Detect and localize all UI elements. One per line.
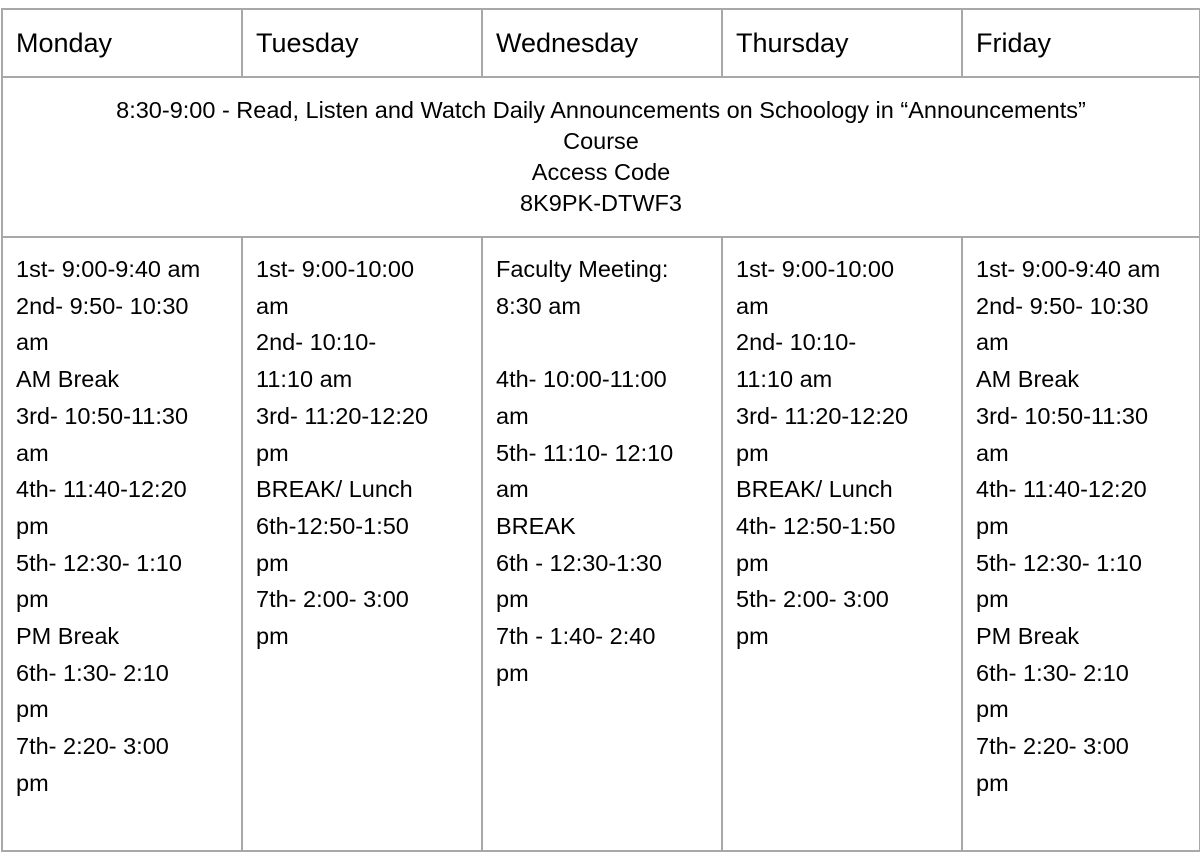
period-entry: am [976,329,1009,356]
period-entry: pm [976,769,1009,796]
announcement-text [3,78,1199,219]
access-code-value: 8K9PK-DTWF3 [520,190,682,216]
header-cell-tuesday [242,9,482,77]
periods-cell-tuesday [242,237,482,851]
day-name-thursday: Thursday [736,27,849,58]
header-cell-thursday [722,9,962,77]
period-entry: 2nd- 9:50- 10:30 [16,292,189,319]
periods-cell-thursday [722,237,962,851]
period-entry: 3rd- 11:20-12:20 [256,402,429,429]
header-cell-friday [962,9,1200,77]
period-entry: pm [736,549,769,576]
announcement-row [2,77,1200,237]
period-list-friday [963,238,1199,802]
period-entry: pm [976,512,1009,539]
period-entry: pm [16,586,49,613]
period-entry: am [16,439,49,466]
period-entry: pm [16,769,49,796]
day-name-friday: Friday [976,27,1052,58]
period-entry: BREAK/ Lunch [736,476,893,503]
day-header-row [2,9,1200,77]
period-entry: 7th - 1:40- 2:40 [496,623,656,650]
period-entry: 3rd- 10:50-11:30 [16,402,189,429]
period-entry: 5th- 12:30- 1:10 [16,549,182,576]
period-entry: 1st- 9:00-9:40 am [976,256,1161,282]
period-entry: Faculty Meeting: [496,256,669,282]
period-list-tuesday [243,238,481,655]
access-code-label: Access Code [531,159,671,185]
period-entry: 2nd- 9:50- 10:30 [976,292,1149,319]
header-cell-monday [2,9,242,77]
period-entry: PM Break [16,623,120,650]
period-entry: AM Break [16,366,120,393]
period-entry: 4th- 12:50-1:50 [736,512,896,539]
period-entry: PM Break [976,623,1080,650]
period-entry: pm [16,696,49,723]
periods-cell-friday [962,237,1200,851]
period-list-thursday [723,238,961,655]
period-entry: pm [736,439,769,466]
period-entry: pm [256,623,289,650]
period-entry: 5th- 2:00- 3:00 [736,586,889,613]
periods-row [2,237,1200,851]
period-entry: am [256,292,289,319]
period-entry: 6th- 1:30- 2:10 [16,659,169,686]
period-entry: 3rd- 11:20-12:20 [736,402,909,429]
period-entry: BREAK/ Lunch [256,476,413,503]
header-cell-wednesday [482,9,722,77]
day-name-tuesday: Tuesday [256,27,359,58]
period-entry: 2nd- 10:10- [736,329,857,356]
period-entry: am [16,329,49,356]
period-entry: pm [976,586,1009,613]
periods-cell-wednesday [482,237,722,851]
periods-cell-monday [2,237,242,851]
period-entry: am [976,439,1009,466]
period-entry: 1st- 9:00-9:40 am [16,256,201,282]
period-entry: 7th- 2:20- 3:00 [16,733,169,760]
period-entry: 2nd- 10:10- [256,329,377,356]
period-entry: 7th- 2:20- 3:00 [976,733,1129,760]
period-entry: 1st- 9:00-10:00 [736,256,895,282]
period-entry: am [496,402,529,429]
period-entry: 3rd- 10:50-11:30 [976,402,1149,429]
period-entry: am [736,292,769,319]
period-entry: pm [256,439,289,466]
blank-line [496,324,713,361]
period-entry: 6th- 1:30- 2:10 [976,659,1129,686]
period-entry: am [496,476,529,503]
period-entry: 11:10 am [736,366,833,393]
period-entry: 4th- 10:00-11:00 [496,366,667,393]
period-entry: 8:30 am [496,292,581,319]
period-entry: pm [16,512,49,539]
announcement-cell [2,77,1200,237]
period-entry: pm [496,586,529,613]
period-entry: AM Break [976,366,1080,393]
period-entry: 5th- 11:10- 12:10 [496,439,674,466]
period-entry: 4th- 11:40-12:20 [16,476,187,503]
period-entry: 11:10 am [256,366,353,393]
period-entry: pm [976,696,1009,723]
period-list-wednesday [483,238,721,691]
period-entry: pm [736,623,769,650]
period-entry: BREAK [496,512,576,539]
day-name-monday: Monday [16,27,113,58]
period-entry: 4th- 11:40-12:20 [976,476,1147,503]
period-entry: pm [256,549,289,576]
weekly-schedule-table [1,8,1200,852]
period-list-monday [3,238,241,802]
period-entry: 1st- 9:00-10:00 [256,256,415,282]
period-entry: pm [496,659,529,686]
period-entry: 6th - 12:30-1:30 [496,549,662,576]
period-entry: 5th- 12:30- 1:10 [976,549,1142,576]
announcement-line: 8:30-9:00 - Read, Listen and Watch Daily Announcements on Schoology in “Announcements” [116,97,1086,123]
period-entry: 7th- 2:00- 3:00 [256,586,409,613]
announcement-line: Course [563,128,639,154]
day-name-wednesday: Wednesday [496,27,639,58]
period-entry: 6th-12:50-1:50 [256,512,409,539]
